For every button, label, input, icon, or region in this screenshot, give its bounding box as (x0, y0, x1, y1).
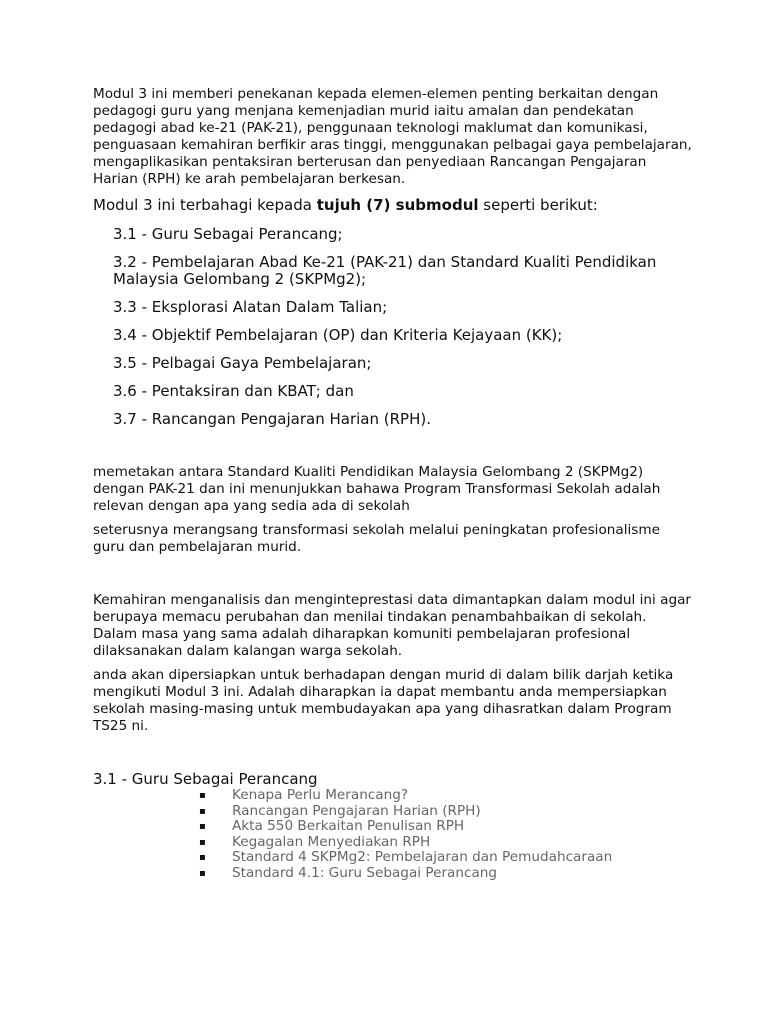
spacer (93, 428, 693, 464)
bullet-item (199, 850, 693, 866)
submodule-intro-text: Modul 3 ini terbahagi kepada (93, 196, 317, 214)
section-bullet-list (93, 788, 693, 882)
preparation-paragraph: anda akan dipersiapkan untuk berhadapan dengan murid di dalam bilik darjah ketika mengikuti Modul 3 ini. Adalah diharapkan ia dapat membantu anda mempersiapkan sekolah masing-masing untuk membudayakan apa yang dihasratkan dalam Program TS25 ni. (93, 667, 674, 734)
submodule-item: 3.4 - Objektif Pembelajaran (OP) dan Kriteria Kejayaan (KK); (113, 326, 563, 344)
submodule-item: 3.2 - Pembelajaran Abad Ke-21 (PAK-21) dan Standard Kualiti Pendidikan Malaysia Gelombang 2 (SKPMg2); (113, 253, 657, 288)
transformation-paragraph: seterusnya merangsang transformasi sekolah melalui peningkatan profesionalisme guru dan pembelajaran murid. (93, 522, 660, 555)
section-heading: 3.1 - Guru Sebagai Perancang (93, 770, 318, 788)
spacer (93, 735, 693, 771)
intro-paragraph: Modul 3 ini memberi penekanan kepada elemen-elemen penting berkaitan dengan pedagogi guru yang menjana kemenjadian murid iaitu amalan dan pendekatan pedagogi abad ke-21 (PAK-21), penggunaan teknologi maklumat dan komunikasi, penguasaan kemahiran berfikir aras tinggi, menggunakan pelbagai gaya pembelajaran, mengaplikasikan pentaksiran berterusan dan penyediaan Rancangan Pengajaran Harian (RPH) ke arah pembelajaran berkesan. (93, 86, 692, 187)
bullet-item-text: Rancangan Pengajaran Harian (RPH) (232, 802, 481, 819)
document-page (93, 86, 693, 882)
spacer (93, 515, 693, 522)
bullet-item-text: Kegagalan Menyediakan RPH (232, 833, 431, 850)
square-bullet-icon: ▪ (199, 790, 206, 801)
square-bullet-icon: ▪ (199, 852, 206, 864)
submodule-intro (93, 196, 693, 215)
bullet-item (199, 819, 693, 835)
bullet-item-text: Kenapa Perlu Merancang? (232, 787, 409, 803)
spacer (93, 556, 693, 592)
submodule-item: 3.5 - Pelbagai Gaya Pembelajaran; (113, 354, 372, 372)
bullet-item (199, 788, 693, 804)
submodule-intro-tail: seperti berikut: (478, 196, 598, 214)
bullet-item (199, 804, 693, 820)
bullet-item-text: Standard 4.1: Guru Sebagai Perancang (232, 864, 498, 881)
square-bullet-icon: ▪ (199, 821, 206, 833)
bullet-item (199, 866, 693, 882)
square-bullet-icon: ▪ (199, 836, 206, 848)
bullet-item (199, 835, 693, 851)
submodule-item: 3.6 - Pentaksiran dan KBAT; dan (113, 382, 354, 400)
analysis-paragraph: Kemahiran menganalisis dan menginteprestasi data dimantapkan dalam modul ini agar berupaya memacu perubahan dan menilai tindakan penambahbaikan di sekolah. Dalam masa yang sama adalah diharapkan komuniti pembelajaran profesional dilaksanakan dalam kalangan warga sekolah. (93, 592, 692, 659)
square-bullet-icon: ▪ (199, 867, 206, 879)
mapping-paragraph: memetakan antara Standard Kualiti Pendidikan Malaysia Gelombang 2 (SKPMg2) dengan PAK-21 dan ini menunjukkan bahawa Program Transformasi Sekolah adalah relevan dengan apa yang sedia ada di sekolah (93, 464, 661, 514)
bullet-item-text: Akta 550 Berkaitan Penulisan RPH (232, 818, 465, 835)
submodule-list (93, 226, 693, 428)
submodule-intro-bold: tujuh (7) submodul (316, 196, 479, 214)
submodule-item: 3.1 - Guru Sebagai Perancang; (113, 225, 343, 243)
square-bullet-icon: ▪ (199, 805, 206, 817)
spacer (93, 660, 693, 667)
submodule-item: 3.7 - Rancangan Pengajaran Harian (RPH). (113, 410, 431, 428)
submodule-item: 3.3 - Eksplorasi Alatan Dalam Talian; (113, 298, 388, 316)
bullet-item-text: Standard 4 SKPMg2: Pembelajaran dan Pemudahcaraan (232, 849, 613, 866)
